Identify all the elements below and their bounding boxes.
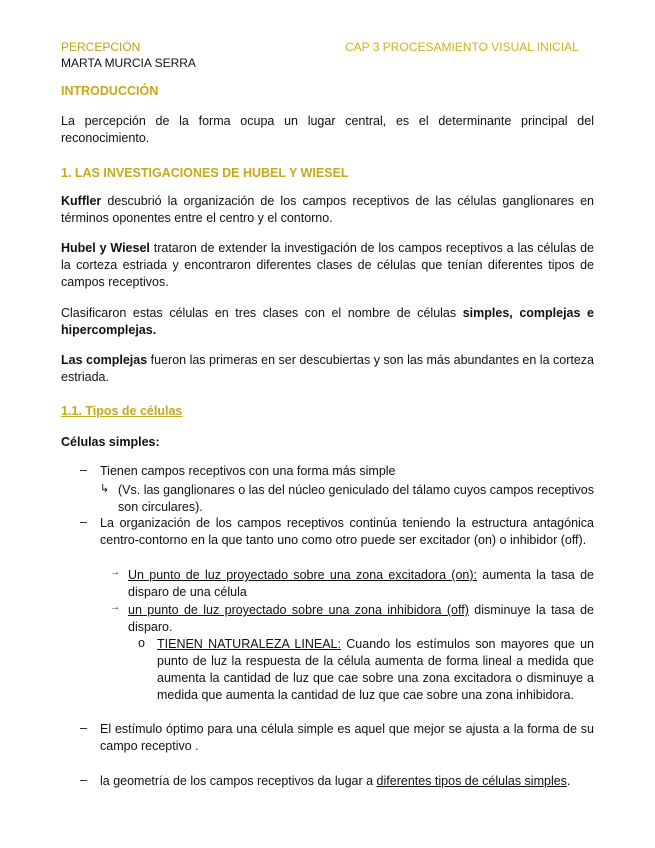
geometry-text: la geometría de los campos receptivos da lugar a (100, 774, 377, 788)
kuffler-text: descubrió la organización de los campos receptivos de las células ganglionares en términos oponentes entre el centro y el contorno. (61, 194, 594, 225)
excitatory-text: aumenta la tasa de disparo de una célula (128, 568, 594, 599)
hubel-wiesel-paragraph (61, 240, 594, 291)
simple-cells-heading: Células simples: (61, 435, 160, 449)
complex-paragraph (61, 352, 594, 386)
inhibitory-text: disminuye la tasa de disparo. (128, 603, 594, 634)
bullet-simple-shape: Tienen campos receptivos con una forma más simple (100, 464, 396, 478)
dash-bullet: – (80, 463, 87, 477)
kuffler-bold: Kuffler (61, 194, 102, 208)
bullet-geometry (100, 773, 594, 790)
bullet-optimal-stimulus: El estímulo óptimo para una célula simple es aquel que mejor se ajusta a la forma de su campo receptivo . (100, 722, 594, 753)
classes-text: Clasificaron estas células en tres clases con el nombre de células (61, 306, 463, 320)
linear-nature-underlined: TIENEN NATURALEZA LINEAL: (157, 637, 341, 651)
header-author: MARTA MURCIA SERRA (61, 56, 196, 70)
hook-arrow-icon: ↳ (100, 483, 110, 495)
intro-paragraph: La percepción de la forma ocupa un lugar central, es el determinante principal del reconocimiento. (61, 114, 594, 145)
linear-nature-text: Cuando los estímulos son mayores que un punto de luz la respuesta de la célula aumenta de forma lineal a medida que aumenta la cantidad de luz que cae sobre una zona excitadora o disminuye a medida que aumenta la cantidad de luz que cae sobre una zona inhibidora. (157, 637, 594, 702)
complex-bold: Las complejas (61, 353, 148, 367)
dash-bullet: – (80, 515, 87, 529)
subsection-heading: 1.1. Tipos de células (61, 404, 183, 418)
dash-bullet: – (80, 773, 87, 787)
arrow-right-icon: → (110, 602, 120, 613)
classes-paragraph (61, 305, 594, 339)
bullet-organization: La organización de los campos receptivos continúa teniendo la estructura antagónica centro-contorno en la que tanto uno como otro puede ser excitador (on) o inhibidor (off). (100, 516, 594, 547)
header-chapter: CAP 3 PROCESAMIENTO VISUAL INICIAL (345, 40, 579, 54)
geometry-underlined: diferentes tipos de células simples (376, 774, 567, 788)
hubel-wiesel-bold: Hubel y Wiesel (61, 241, 150, 255)
circle-bullet: o (138, 636, 145, 650)
intro-heading: INTRODUCCIÓN (61, 84, 159, 98)
excitatory-underlined: Un punto de luz proyectado sobre una zona excitadora (on): (128, 568, 478, 582)
linear-nature-item (157, 636, 594, 704)
hubel-wiesel-text: trataron de extender la investigación de los campos receptivos a las células de la corteza estriada y encontraron diferentes clases de células que tenían diferentes tipos de campos receptivos. (61, 241, 594, 289)
dash-bullet: – (80, 721, 87, 735)
section-heading: 1. LAS INVESTIGACIONES DE HUBEL Y WIESEL (61, 166, 349, 180)
bullet-simple-shape-note: (Vs. las ganglionares o las del núcleo geniculado del tálamo cuyos campos receptivos son circulares). (118, 483, 594, 514)
classes-bold: simples, complejas e hipercomplejas. (61, 306, 594, 337)
header-subject: PERCEPCIÓN (61, 40, 141, 54)
excitatory-item (128, 567, 594, 601)
inhibitory-underlined: un punto de luz proyectado sobre una zona inhibidora (off) (128, 603, 469, 617)
inhibitory-item (128, 602, 594, 636)
kuffler-paragraph (61, 193, 594, 227)
geometry-period: . (566, 774, 571, 788)
arrow-right-icon: → (110, 567, 120, 578)
complex-text: fueron las primeras en ser descubiertas y son las más abundantes en la corteza estriada. (61, 353, 595, 384)
